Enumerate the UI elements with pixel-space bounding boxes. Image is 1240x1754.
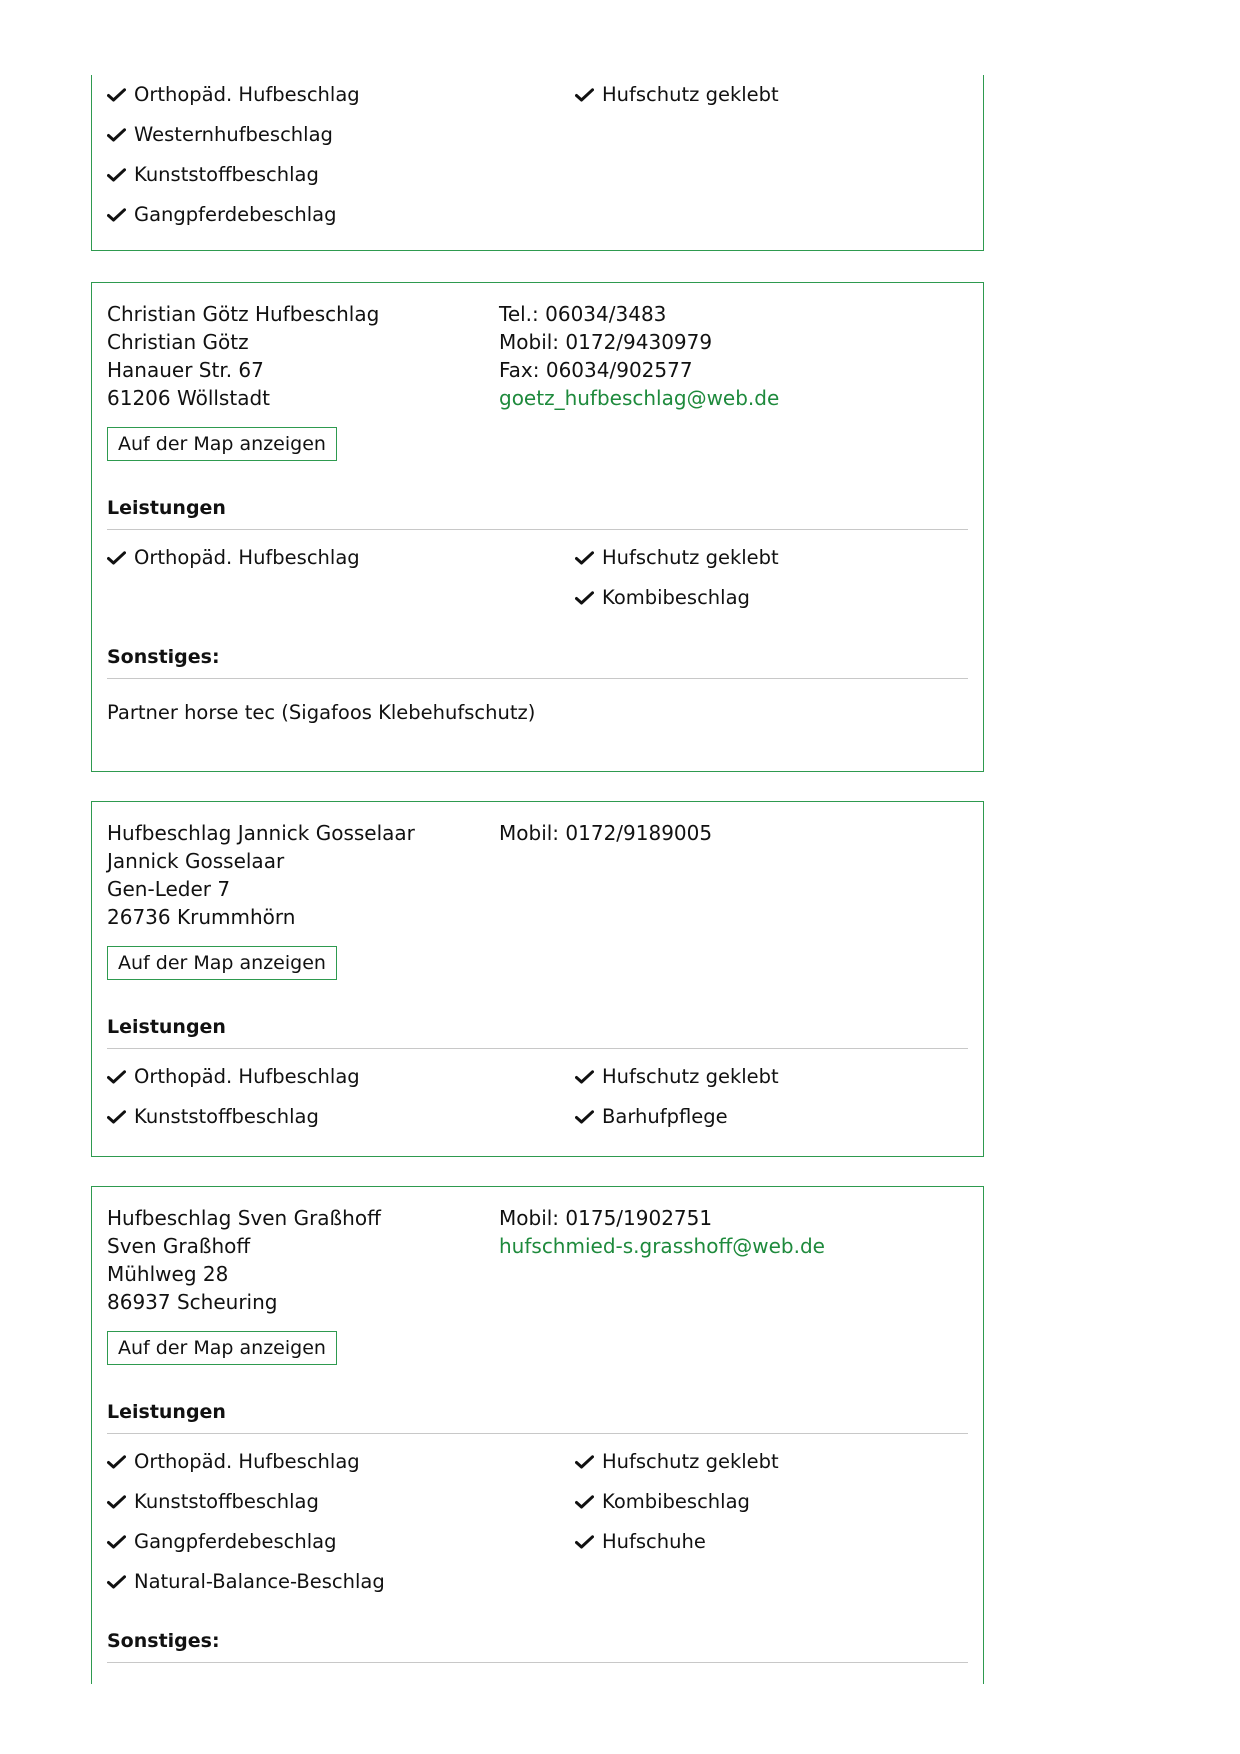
service-label: Kunststoffbeschlag	[134, 1490, 319, 1513]
services-right	[575, 75, 968, 235]
other-title: Sonstiges:	[107, 644, 968, 679]
city: 61206 Wöllstadt	[107, 386, 270, 410]
service-label: Hufschuhe	[602, 1530, 706, 1553]
service-item	[575, 1057, 968, 1097]
service-label: Orthopäd. Hufbeschlag	[134, 1450, 360, 1473]
street: Mühlweg 28	[107, 1262, 229, 1286]
check-icon	[575, 579, 594, 593]
check-icon	[575, 1523, 594, 1537]
check-icon	[575, 1443, 594, 1457]
service-label: Kunststoffbeschlag	[134, 1105, 319, 1128]
services-left	[107, 538, 575, 618]
provider-card-partial	[91, 75, 984, 251]
check-icon	[107, 539, 126, 553]
check-icon	[107, 1443, 126, 1457]
services-left	[107, 1057, 575, 1137]
services-right	[575, 1442, 968, 1602]
service-item	[575, 1482, 968, 1522]
check-icon	[107, 1563, 126, 1577]
other-title: Sonstiges:	[107, 1628, 968, 1663]
show-on-map-button[interactable]: Auf der Map anzeigen	[107, 427, 337, 461]
service-label: Kunststoffbeschlag	[134, 163, 319, 186]
person-name: Christian Götz	[107, 330, 249, 354]
street: Gen-Leder 7	[107, 877, 231, 901]
show-on-map-button[interactable]: Auf der Map anzeigen	[107, 1331, 337, 1365]
check-icon	[575, 1058, 594, 1072]
person-name: Sven Graßhoff	[107, 1234, 251, 1258]
service-item	[107, 1442, 575, 1482]
fax: Fax: 06034/902577	[499, 358, 693, 382]
company-name: Hufbeschlag Sven Graßhoff	[107, 1206, 381, 1230]
service-item	[575, 1442, 968, 1482]
services-list	[107, 75, 968, 235]
services-left	[107, 75, 575, 235]
check-icon	[575, 539, 594, 553]
service-label: Hufschutz geklebt	[602, 1450, 779, 1473]
service-item	[107, 1057, 575, 1097]
service-label: Orthopäd. Hufbeschlag	[134, 546, 360, 569]
person-name: Jannick Gosselaar	[107, 849, 285, 873]
service-item	[575, 578, 968, 618]
service-label: Hufschutz geklebt	[602, 83, 779, 106]
check-icon	[107, 1523, 126, 1537]
service-label: Orthopäd. Hufbeschlag	[134, 1065, 360, 1088]
services-title: Leistungen	[107, 1014, 968, 1049]
service-item	[107, 115, 575, 155]
service-item	[107, 538, 575, 578]
service-item	[575, 1097, 968, 1137]
address-block	[107, 300, 968, 412]
service-label: Barhufpflege	[602, 1105, 728, 1128]
check-icon	[107, 196, 126, 210]
services-title: Leistungen	[107, 1399, 968, 1434]
address-block	[107, 1204, 968, 1316]
street: Hanauer Str. 67	[107, 358, 264, 382]
services-title: Leistungen	[107, 495, 968, 530]
email-link[interactable]: goetz_hufbeschlag@web.de	[499, 386, 780, 410]
service-item	[107, 195, 575, 235]
service-item	[575, 538, 968, 578]
address-block	[107, 819, 968, 931]
check-icon	[107, 1058, 126, 1072]
service-label: Kombibeschlag	[602, 586, 750, 609]
service-label: Orthopäd. Hufbeschlag	[134, 83, 360, 106]
check-icon	[575, 1098, 594, 1112]
service-label: Hufschutz geklebt	[602, 546, 779, 569]
mobile: Mobil: 0172/9189005	[499, 821, 713, 845]
provider-card-goetz	[91, 282, 984, 772]
service-item	[575, 75, 968, 115]
mobile: Mobil: 0175/1902751	[499, 1206, 713, 1230]
service-label: Hufschutz geklebt	[602, 1065, 779, 1088]
check-icon	[107, 1483, 126, 1497]
city: 86937 Scheuring	[107, 1290, 278, 1314]
service-label: Kombibeschlag	[602, 1490, 750, 1513]
services-right	[575, 1057, 968, 1137]
mobile: Mobil: 0172/9430979	[499, 330, 713, 354]
services-list	[107, 1442, 968, 1602]
service-label: Gangpferdebeschlag	[134, 1530, 337, 1553]
phone: Tel.: 06034/3483	[499, 302, 667, 326]
service-label: Gangpferdebeschlag	[134, 203, 337, 226]
service-item	[107, 1562, 575, 1602]
city: 26736 Krummhörn	[107, 905, 296, 929]
check-icon	[107, 76, 126, 90]
provider-card-grasshoff	[91, 1186, 984, 1684]
company-name: Hufbeschlag Jannick Gosselaar	[107, 821, 415, 845]
service-item	[107, 1522, 575, 1562]
provider-card-gosselaar	[91, 801, 984, 1157]
check-icon	[575, 76, 594, 90]
service-item	[107, 75, 575, 115]
company-name: Christian Götz Hufbeschlag	[107, 302, 380, 326]
check-icon	[107, 116, 126, 130]
services-left	[107, 1442, 575, 1602]
show-on-map-button[interactable]: Auf der Map anzeigen	[107, 946, 337, 980]
check-icon	[575, 1483, 594, 1497]
service-item	[107, 1097, 575, 1137]
email-link[interactable]: hufschmied-s.grasshoff@web.de	[499, 1234, 825, 1258]
check-icon	[107, 1098, 126, 1112]
services-right	[575, 538, 968, 618]
other-text: Partner horse tec (Sigafoos Klebehufschutz)	[107, 701, 536, 724]
service-item	[575, 1522, 968, 1562]
service-label: Natural-Balance-Beschlag	[134, 1570, 385, 1593]
services-list	[107, 538, 968, 618]
service-item	[107, 1482, 575, 1522]
service-label: Westernhufbeschlag	[134, 123, 333, 146]
services-list	[107, 1057, 968, 1137]
check-icon	[107, 156, 126, 170]
service-item	[107, 155, 575, 195]
